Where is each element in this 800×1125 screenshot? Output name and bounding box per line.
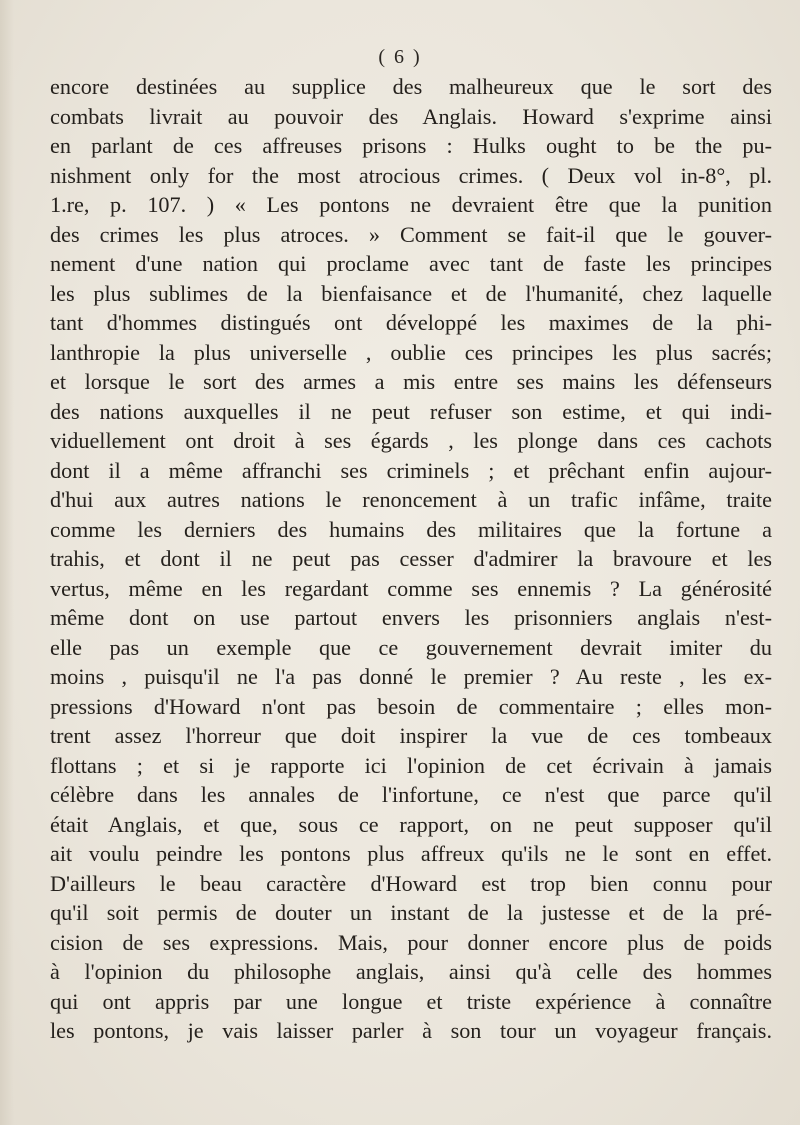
text-line: à l'opinion du philosophe anglais, ainsi qu'à celle des hommes bbox=[50, 959, 772, 984]
text-line: nement d'une nation qui proclame avec tant de faste les principes bbox=[50, 251, 772, 276]
text-line: même dont on use partout envers les prisonniers anglais n'est- bbox=[50, 605, 772, 630]
text-line: elle pas un exemple que ce gouvernement devrait imiter du bbox=[50, 634, 772, 660]
text-line: vertus, même en les regardant comme ses ennemis ? La générosité bbox=[50, 575, 772, 601]
text-line: et lorsque le sort des armes a mis entre ses mains les défenseurs bbox=[50, 369, 772, 394]
text-line: était Anglais, et que, sous ce rapport, on ne peut supposer qu'il bbox=[50, 811, 772, 837]
text-line: célèbre dans les annales de l'infortune, ce n'est que parce qu'il bbox=[50, 782, 772, 807]
text-line: D'ailleurs le beau caractère d'Howard est trop bien connu pour bbox=[50, 870, 772, 896]
body-text bbox=[50, 72, 772, 1046]
text-line: lanthropie la plus universelle , oublie ces principes les plus sacrés; bbox=[50, 339, 772, 365]
text-line: ait voulu peindre les pontons plus affreux qu'ils ne le sont en effet. bbox=[50, 841, 772, 866]
page-gutter-shadow bbox=[0, 0, 14, 1125]
text-line: 1.re, p. 107. ) « Les pontons ne devraient être que la punition bbox=[50, 192, 772, 217]
text-line: qu'il soit permis de douter un instant de la justesse et de la pré- bbox=[50, 900, 772, 925]
text-line: viduellement ont droit à ses égards , les plonge dans ces cachots bbox=[50, 428, 772, 453]
text-line: encore destinées au supplice des malheureux que le sort des bbox=[50, 74, 772, 99]
text-line: des crimes les plus atroces. » Comment se fait-il que le gouver- bbox=[50, 221, 772, 247]
text-line: des nations auxquelles il ne peut refuser son estime, et qui indi- bbox=[50, 398, 772, 424]
text-line: flottans ; et si je rapporte ici l'opinion de cet écrivain à jamais bbox=[50, 752, 772, 778]
text-line: pressions d'Howard n'ont pas besoin de commentaire ; elles mon- bbox=[50, 693, 772, 719]
text-line: moins , puisqu'il ne l'a pas donné le premier ? Au reste , les ex- bbox=[50, 664, 772, 689]
text-line: trent assez l'horreur que doit inspirer la vue de ces tombeaux bbox=[50, 723, 772, 748]
text-line: les pontons, je vais laisser parler à son tour un voyageur français. bbox=[50, 1018, 772, 1043]
text-line: cision de ses expressions. Mais, pour donner encore plus de poids bbox=[50, 929, 772, 955]
text-line: d'hui aux autres nations le renoncement à un trafic infâme, traite bbox=[50, 487, 772, 512]
text-line: trahis, et dont il ne peut pas cesser d'admirer la bravoure et les bbox=[50, 546, 772, 571]
text-line: les plus sublimes de la bienfaisance et de l'humanité, chez laquelle bbox=[50, 280, 772, 306]
text-line: tant d'hommes distingués ont développé les maximes de la phi- bbox=[50, 310, 772, 335]
text-line: comme les derniers des humains des militaires que la fortune a bbox=[50, 516, 772, 542]
text-line: combats livrait au pouvoir des Anglais. Howard s'exprime ainsi bbox=[50, 103, 772, 129]
page-number: ( 6 ) bbox=[378, 46, 422, 68]
text-line: qui ont appris par une longue et triste expérience à connaître bbox=[50, 988, 772, 1014]
text-line: nishment only for the most atrocious crimes. ( Deux vol in-8°, pl. bbox=[50, 162, 772, 188]
text-line: dont il a même affranchi ses criminels ; et prêchant enfin aujour- bbox=[50, 457, 772, 483]
text-line: en parlant de ces affreuses prisons : Hulks ought to be the pu- bbox=[50, 133, 772, 158]
